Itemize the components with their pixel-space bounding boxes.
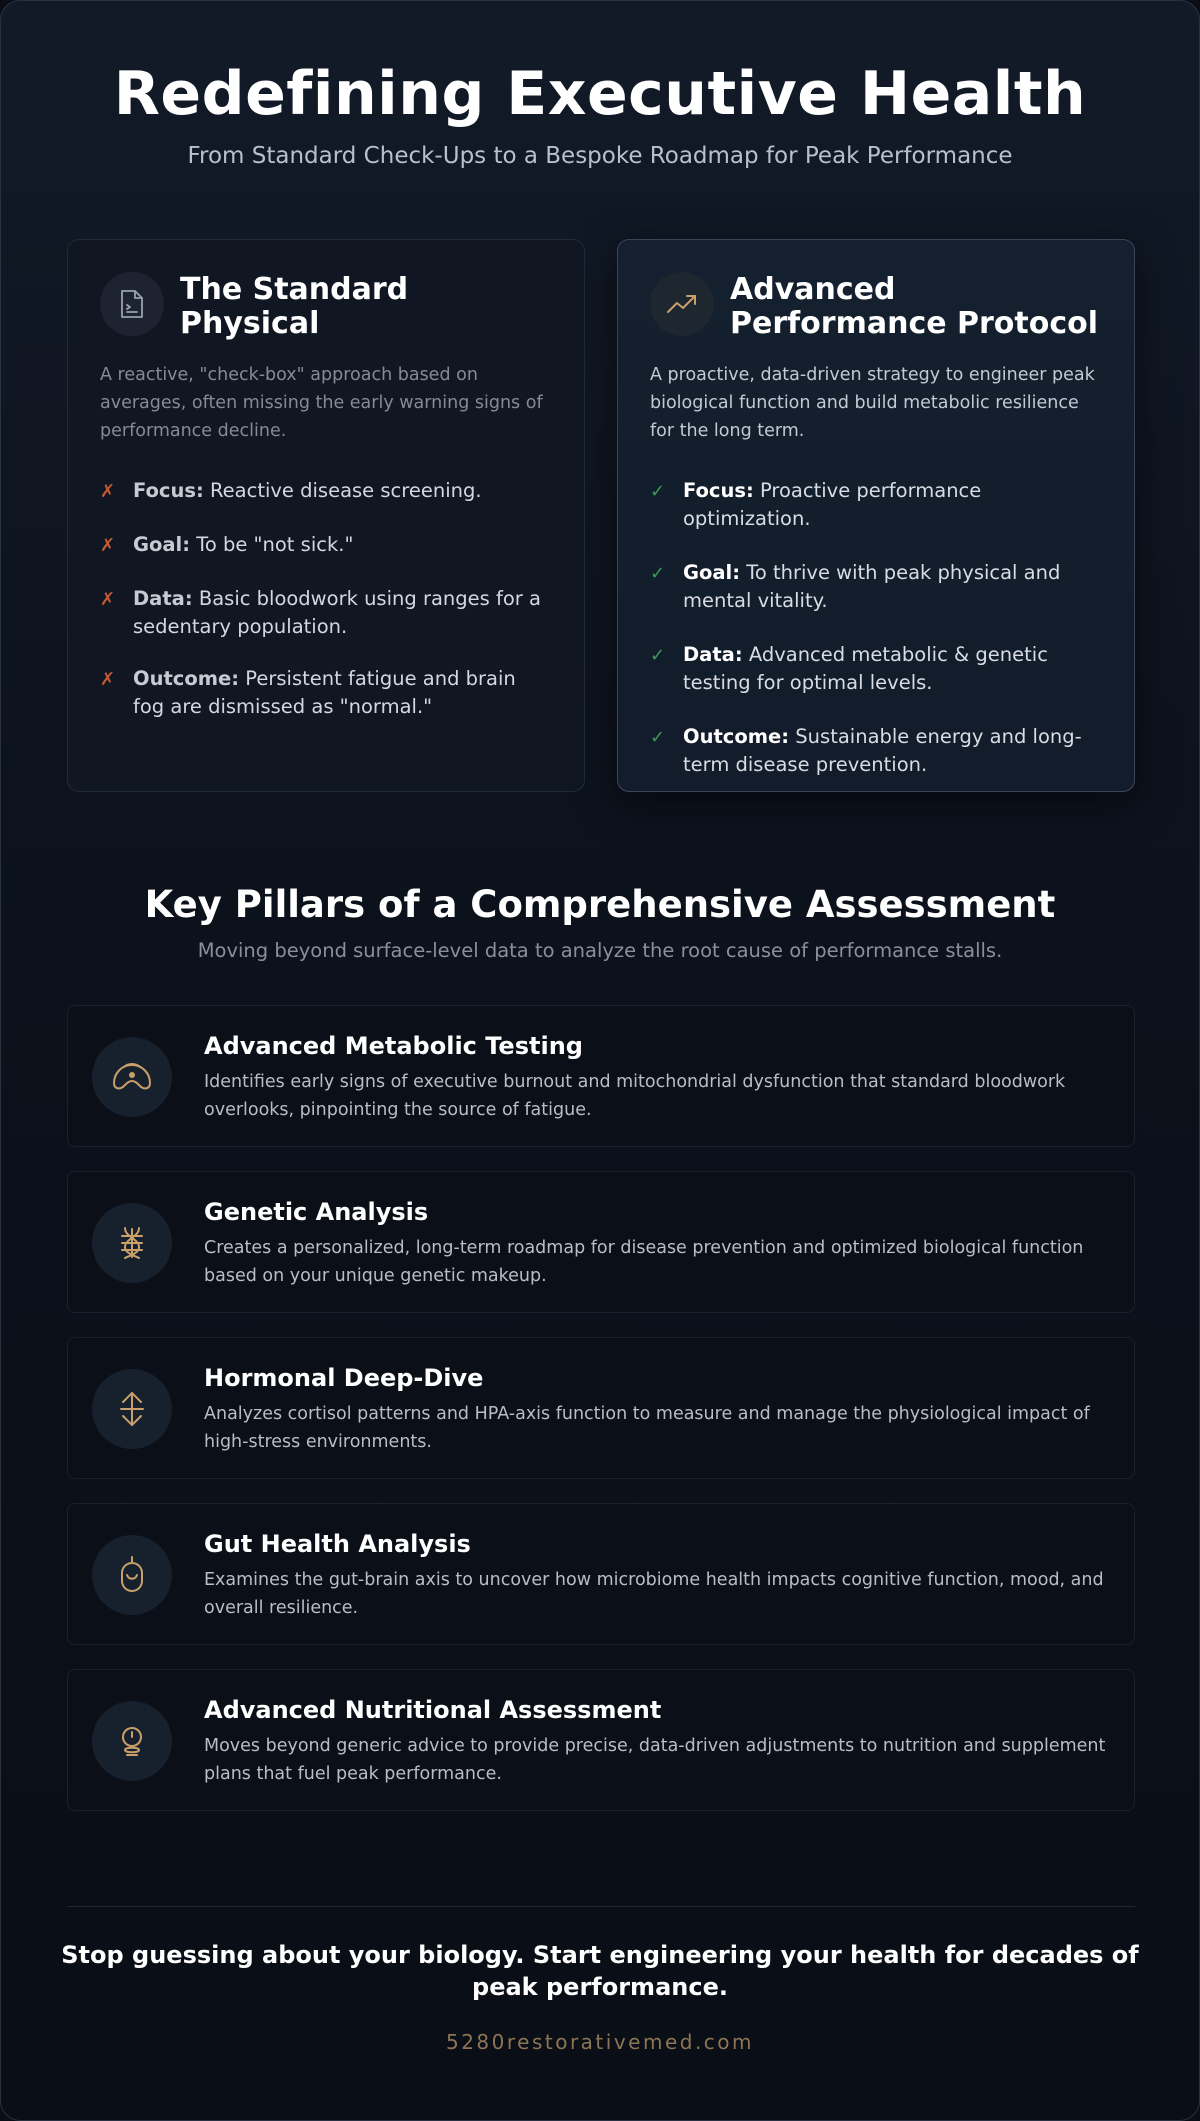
pillar-card-genetic — [67, 1171, 1135, 1313]
pillar-title: Advanced Metabolic Testing — [204, 1032, 583, 1060]
pillar-description: Moves beyond generic advice to provide precise, data-driven adjustments to nutrition and supplement plans that fuel peak performance. — [204, 1736, 1106, 1784]
card-title: Advanced Performance Protocol — [730, 272, 1099, 341]
pillar-card-metabolic — [67, 1005, 1135, 1147]
trending-up-icon — [650, 272, 714, 336]
cross-icon: ✗ — [100, 535, 116, 556]
list-item: ✓ Goal: To thrive with peak physical and mental vitality. — [650, 559, 1102, 615]
nutrition-icon — [92, 1701, 172, 1781]
balance-arrows-icon — [92, 1369, 172, 1449]
check-icon: ✓ — [650, 645, 666, 666]
pillar-title: Hormonal Deep-Dive — [204, 1364, 484, 1392]
dna-icon — [92, 1203, 172, 1283]
list-item: ✗ Data: Basic bloodwork using ranges for a sedentary population. — [100, 585, 552, 641]
card-title: The Standard Physical — [180, 272, 409, 341]
pillar-description: Identifies early signs of executive burnout and mitochondrial dysfunction that standard bloodwork overlooks, pinpointing the source of fatigue. — [204, 1072, 1066, 1120]
closing-statement: Stop guessing about your biology. Start engineering your health for decades of peak performance. — [61, 1941, 1139, 2001]
gut-icon — [92, 1535, 172, 1615]
check-icon: ✓ — [650, 563, 666, 584]
check-icon: ✓ — [650, 727, 666, 748]
pillar-title: Gut Health Analysis — [204, 1530, 471, 1558]
advanced-protocol-card — [617, 239, 1135, 792]
list-item: ✗ Focus: Reactive disease screening. — [100, 477, 552, 507]
standard-physical-card — [67, 239, 585, 792]
card-description: A reactive, "check-box" approach based on averages, often missing the early warning signs of performance decline. — [100, 365, 543, 441]
cross-icon: ✗ — [100, 669, 116, 690]
pillar-title: Advanced Nutritional Assessment — [204, 1696, 662, 1724]
pillar-card-nutrition — [67, 1669, 1135, 1811]
check-icon: ✓ — [650, 481, 666, 502]
page-title: Redefining Executive Health — [113, 59, 1087, 129]
list-item: ✓ Data: Advanced metabolic & genetic testing for optimal levels. — [650, 641, 1102, 697]
list-item: ✗ Outcome: Persistent fatigue and brain fog are dismissed as "normal." — [100, 665, 552, 721]
pillar-card-hormonal — [67, 1337, 1135, 1479]
section-title: Key Pillars of a Comprehensive Assessment — [144, 883, 1056, 926]
cross-icon: ✗ — [100, 481, 116, 502]
footer-divider — [67, 1906, 1135, 1907]
cross-icon: ✗ — [100, 589, 116, 610]
pillar-title: Genetic Analysis — [204, 1198, 429, 1226]
document-icon — [100, 272, 164, 336]
pillar-card-gut — [67, 1503, 1135, 1645]
pillar-description: Examines the gut-brain axis to uncover how microbiome health impacts cognitive function, mood, and overall resilience. — [204, 1570, 1104, 1618]
card-description: A proactive, data-driven strategy to engineer peak biological function and build metabolic resilience for the long term. — [650, 365, 1095, 441]
pillar-description: Analyzes cortisol patterns and HPA-axis function to measure and manage the physiological impact of high-stress environments. — [204, 1404, 1090, 1452]
metabolism-icon — [92, 1037, 172, 1117]
pillar-description: Creates a personalized, long-term roadmap for disease prevention and optimized biological function based on your unique genetic makeup. — [204, 1238, 1084, 1286]
list-item: ✓ Outcome: Sustainable energy and long-term disease prevention. — [650, 723, 1102, 779]
list-item: ✗ Goal: To be "not sick." — [100, 531, 552, 561]
page-subtitle: From Standard Check-Ups to a Bespoke Roadmap for Peak Performance — [187, 143, 1013, 169]
list-item: ✓ Focus: Proactive performance optimization. — [650, 477, 1102, 533]
section-subtitle: Moving beyond surface-level data to analyze the root cause of performance stalls. — [197, 939, 1003, 962]
website-link[interactable]: 5280restorativemed.com — [445, 2030, 755, 2054]
